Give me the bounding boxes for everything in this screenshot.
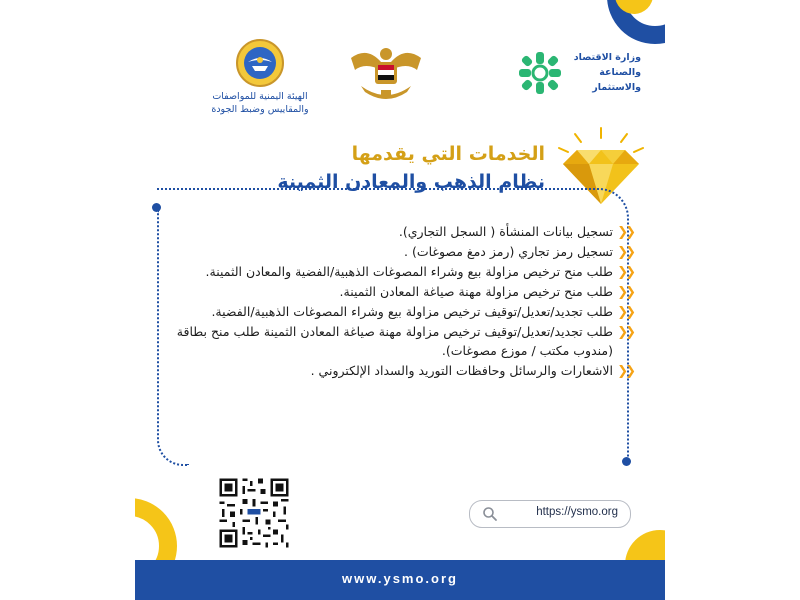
list-item: ❯❯ طلب منح ترخيص مزاولة بيع وشراء المصوغات الذهبية/الفضية والمعادن الثمينة. [205,264,633,280]
chevron-bullet-icon: ❯❯ [617,265,633,280]
chevron-bullet-icon: ❯❯ [617,325,633,340]
chevron-bullet-icon: ❯❯ [617,225,633,240]
list-item: ❯❯ طلب تجديد/تعديل/توقيف ترخيص مزاولة بيع وشراء المصوغات الذهبية/الفضية. [211,304,633,320]
ministry-name-line-3: والاستثمار [592,82,641,93]
ministry-name-line-2: والصناعة [599,67,641,78]
footer-bar [135,560,665,600]
ysmo-caption-line-1: الهيئة اليمنية للمواصفات [212,91,308,102]
footer-website[interactable]: www.ysmo.org [342,571,458,586]
ministry-logo-icon [517,50,563,96]
frame-dot [152,203,161,212]
yemen-eagle-emblem-icon [347,40,425,108]
ysmo-caption-line-2: والمقاييس وضبط الجودة [211,104,309,115]
qr-code-icon[interactable] [217,476,291,550]
list-item: ❯❯ الاشعارات والرسائل وحافظات التوريد والسداد الإلكتروني . [310,363,633,379]
title-line-2: نظام الذهب والمعادن الثمينة [277,171,545,193]
list-item: ❯❯ تسجيل رمز تجاري (رمز دمغ مصوغات) . [404,244,633,260]
ministry-logo [517,48,657,98]
ministry-name-line-1: وزارة الاقتصاد [573,52,641,63]
frame-dot [622,457,631,466]
list-item: ❯❯ طلب تجديد/تعديل/توقيف ترخيص مزاولة مهنة صياغة المعادن الثمينة طلب منح بطاقة (مندوب مكتب / موزع مصوغات). [176,324,633,358]
search-icon [482,506,498,522]
chevron-bullet-icon: ❯❯ [617,285,633,300]
ysmo-seal-icon [235,38,285,88]
services-list [173,222,633,381]
title-line-1: الخدمات التي يقدمها [351,143,545,165]
chevron-bullet-icon: ❯❯ [617,364,633,379]
website-link[interactable] [469,500,631,528]
poster [135,0,665,600]
chevron-bullet-icon: ❯❯ [617,245,633,260]
ysmo-logo [190,38,330,116]
list-item: ❯❯ تسجيل بيانات المنشأة ( السجل التجاري). [398,224,633,240]
list-item: ❯❯ طلب منح ترخيص مزاولة مهنة صياغة المعادن الثمينة. [339,284,633,300]
website-url: https://ysmo.org [536,506,618,518]
chevron-bullet-icon: ❯❯ [617,305,633,320]
